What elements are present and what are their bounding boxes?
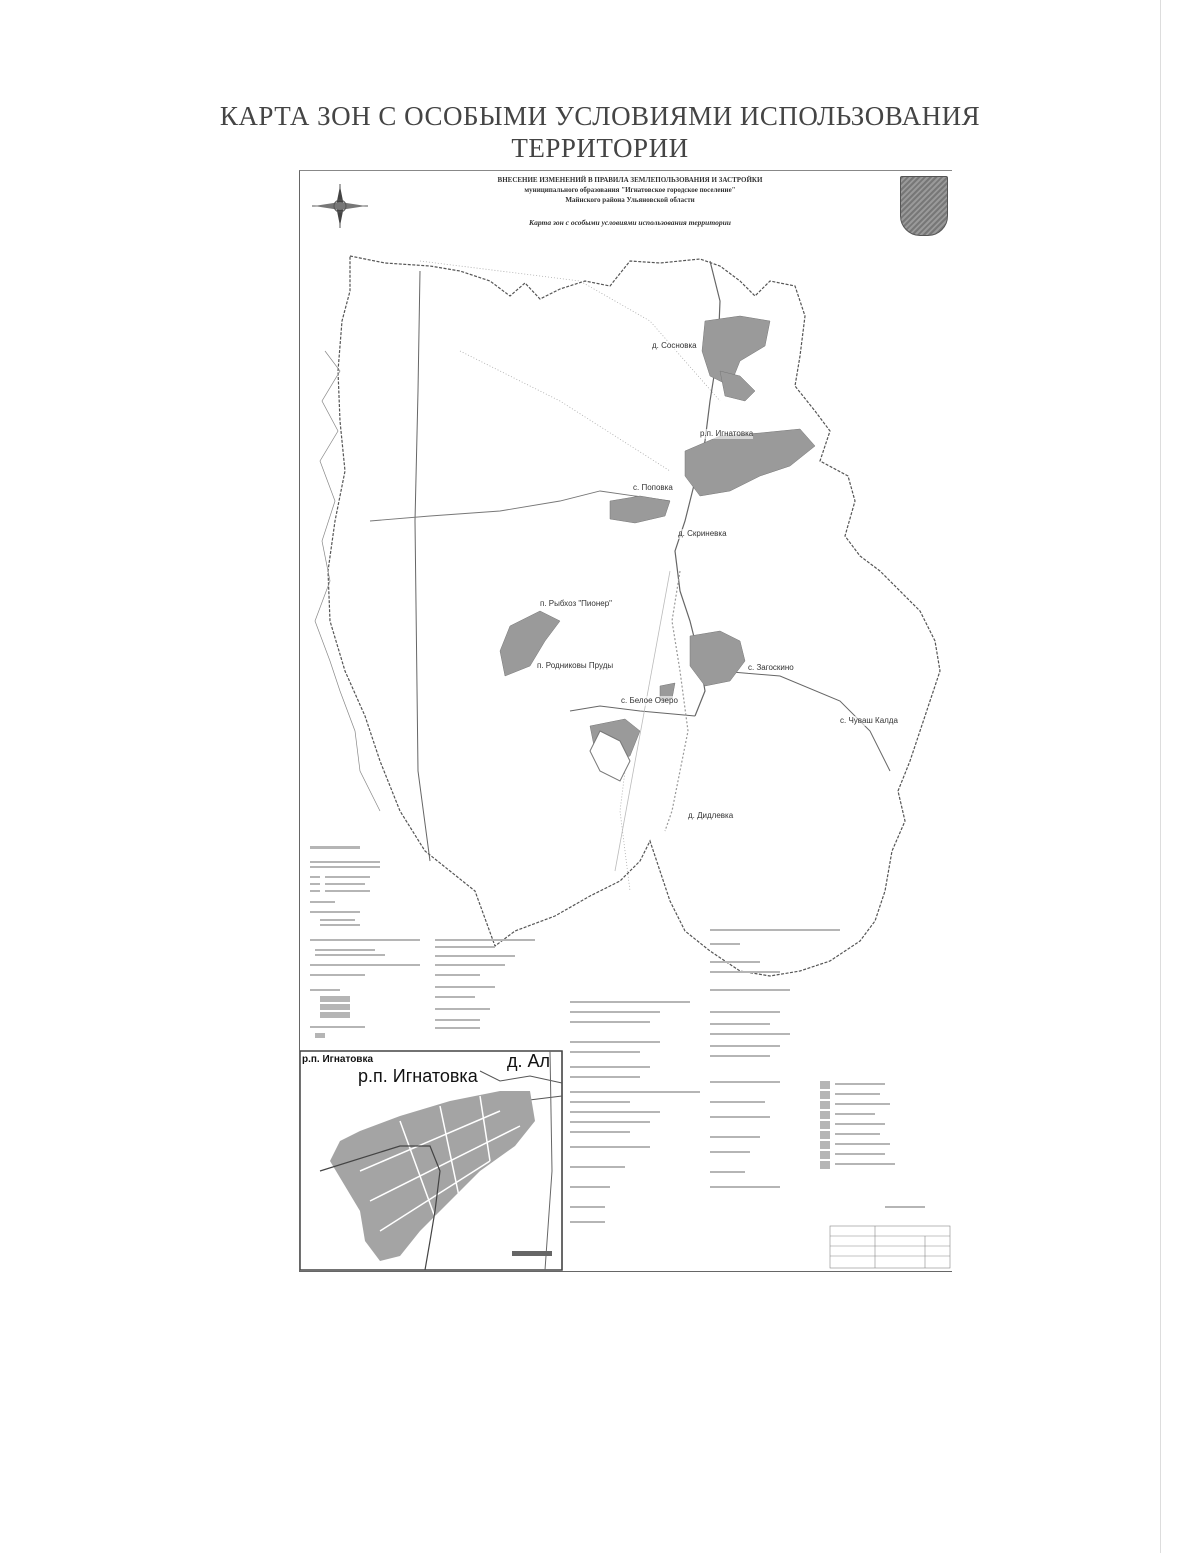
place-label-rybkhoz: п. Рыбхоз "Пионер" (540, 599, 613, 608)
map-header-line-1: ВНЕСЕНИЕ ИЗМЕНЕНИЙ В ПРАВИЛА ЗЕМЛЕПОЛЬЗОВАНИЯ И ЗАСТРОЙКИ (497, 176, 763, 184)
inset-label-big: р.п. Игнатовка (358, 1066, 478, 1086)
page-right-edge-line (1160, 0, 1161, 1553)
compass-rose-icon (312, 184, 368, 228)
inset-label-small: р.п. Игнатовка (302, 1054, 374, 1065)
place-label-sosnovka: д. Сосновка (652, 341, 697, 350)
place-label-didlevka: д. Дидлевка (688, 811, 734, 820)
place-label-rodnikovy: п. Родниковы Пруды (537, 661, 614, 670)
map-subtitle: Карта зон с особыми условиями использования территории (529, 218, 731, 227)
title-block (830, 1226, 950, 1268)
settlement-areas (500, 316, 815, 761)
coat-of-arms-icon (900, 176, 948, 236)
map-sheet (299, 170, 952, 1272)
municipal-boundary (328, 256, 940, 976)
place-label-popovka: с. Поповка (633, 483, 673, 492)
map-header-line-3: Майнского района Ульяновской области (565, 196, 695, 204)
place-label-chuvash-kalda: с. Чуваш Калда (840, 716, 898, 725)
place-label-zagoskino: с. Загоскино (748, 663, 794, 672)
page-title-line-1: КАРТА ЗОН С ОСОБЫМИ УСЛОВИЯМИ ИСПОЛЬЗОВАНИЯ (219, 101, 981, 131)
place-label-skrinevka: д. Скриневка (678, 529, 727, 538)
place-label-beloe-ozero: с. Белое Озеро (621, 696, 678, 705)
place-label-ignatovka: р.п. Игнатовка (700, 429, 754, 438)
inset-label-abbr: д. Ал (507, 1051, 551, 1071)
page-title-line-2: ТЕРРИТОРИИ (511, 133, 689, 163)
map-header-line-2: муниципального образования "Игнатовское городское поселение" (524, 186, 736, 194)
